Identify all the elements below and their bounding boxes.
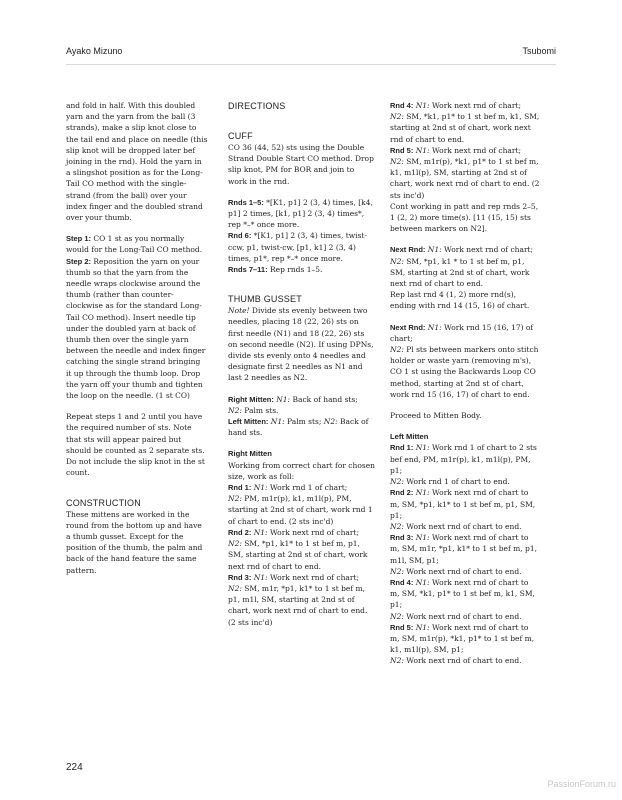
rnd-text: Work next rnd of chart to m, SM, *k1, p1* to 1 st bef m, k1, SM, p1; [390, 577, 535, 610]
rnd-text: Work next rnd of chart; [267, 572, 360, 582]
rep-last-rnd: Rep last rnd 4 (1, 2) more rnd(s), ending with rnd 14 (15, 16) of chart. [390, 290, 530, 311]
rnd-label: Rnd 4: [390, 101, 414, 110]
n1-label: N1: [251, 483, 268, 493]
repeat-paragraph: Repeat steps 1 and 2 until you have the required number of sts. Note that sts will appear paired but should be counted as 2 separate sts. Do not include the slip knot in the st count. [66, 412, 205, 478]
right-mitten-intro: Working from correct chart for chosen size, work as foll: [228, 460, 375, 481]
rnd-label: Rnd 1: [390, 443, 414, 453]
n2-label: N2: [390, 345, 404, 355]
header-rule [66, 64, 556, 65]
right-mitten-needles [228, 394, 375, 416]
rnd-text: Pl sts between markers onto stitch holder or waste yarn (removing m's), CO 1 st using the Backwards Loop CO method, starting at 2nd st of chart, work rnd 15 (16, 17) of chart to end. [390, 345, 539, 399]
needle-text: Back of hand sts. [228, 417, 369, 438]
n2-label: N2: [390, 256, 404, 266]
n1-label: N1: [413, 488, 430, 498]
note-text: Divide sts evenly between two needles, placing 18 (22, 26) sts on first needle (N1) and 18 (22, 26) sts on second needle (N2). If using DPNs, divide sts evenly onto 4 needles and designate first 2 needles as N1 and last 2 needles as N2. [228, 306, 374, 383]
left-mitten-needles [228, 416, 375, 438]
rnd-6-label: Rnd 6: [228, 231, 252, 241]
rnd-label: Rnd 2: [228, 527, 252, 537]
running-header-title: Tsubomi [522, 46, 556, 56]
right-rnd-3 [228, 572, 375, 628]
step-2-label: Step 2: [66, 256, 92, 266]
rnd-text: Work next rnd of chart to m, SM, *p1, k1* to 1 st bef m, p1, SM, p1; [390, 488, 536, 520]
rnd-text: Work rnd 15 (16, 17) of chart; [390, 322, 534, 343]
note-paragraph [228, 305, 375, 383]
rnd-text: Work next rnd of chart to end. [403, 521, 522, 531]
column-3 [390, 100, 540, 667]
n1-label: N1: [268, 417, 285, 427]
construction-paragraph: These mittens are worked in the round from the bottom up and have a thumb gusset. Except for the position of the thumb, the palm and back of the hand feature the same pattern. [66, 509, 203, 575]
rnds-7-11-text: Rep rnds 1–5. [267, 265, 323, 275]
left-rnd-3 [390, 532, 540, 577]
n1-label: N1: [413, 533, 430, 543]
needle-text: Palm sts; [284, 417, 322, 427]
left-rnd-4 [390, 577, 540, 622]
rnd-text: Work next rnd of chart; [429, 145, 522, 155]
rnd-label: Rnd 3: [390, 533, 414, 543]
step-1-label: Step 1: [66, 234, 92, 244]
rnd-text: PM, m1r(p), k1, m1l(p), PM, starting at 2nd st of chart, work rnd 1 of chart to end. (2 sts inc'd) [228, 494, 373, 526]
rnd-label: Rnd 5: [390, 622, 414, 632]
needle-text: Palm sts. [241, 405, 279, 415]
directions-heading: DIRECTIONS [228, 101, 286, 111]
n2-label: N2: [390, 611, 404, 621]
rnd-label: Rnd 4: [390, 577, 414, 587]
cuff-heading: CUFF [228, 131, 253, 141]
rnd-text: SM, m1r(p), *k1, p1* to 1 st bef m, k1, m1l(p), SM, starting at 2nd st of chart, work next rnd of chart to end. (2 sts inc'd) [390, 157, 540, 200]
step-2-text: Reposition the yarn on your thumb so that the yarn from the needle wraps clockwise around the thumb (rather than counter-clockwise as for the standard Long-Tail CO method). Insert needle tip under the doubled yarn at back of thumb then over the single yarn between the needle and index finger catching the single strand bringing it up through the thumb loop. Drop the yarn off your thumb and tighten the loop on the needle. (1 st CO) [66, 256, 206, 401]
left-mitten-label: Left Mitten: [228, 417, 269, 427]
rnd-label: Next Rnd: [390, 245, 426, 255]
rnds-1-5-text: *[K1, p1] 2 (3, 4) times, [k4, p1] 2 times, [k1, p1] 2 (3, 4) times*, rep *–* once more. [228, 197, 373, 230]
rnd-text: Work next rnd of chart to end. [403, 656, 522, 666]
n2-label: N2: [228, 494, 242, 504]
n2-label: N2: [390, 566, 404, 576]
right-rnd-4 [390, 100, 540, 145]
rnd-text: SM, *p1, k1 * to 1 st bef m, p1, SM, starting at 2nd st of chart, work next rnd of chart to end. [390, 256, 530, 289]
rnd-text: Work rnd 1 of chart; [267, 483, 348, 493]
left-mitten-heading: Left Mitten [390, 432, 429, 442]
page-number: 224 [66, 762, 83, 773]
n2-label: N2: [390, 656, 404, 666]
rnd-text: Work next rnd of chart to end. [403, 566, 522, 576]
rnd-text: Work rnd 1 of chart to 2 sts bef end, PM, m1r(p), k1, m1l(p), PM, p1; [390, 443, 537, 475]
n1-label: N1: [413, 101, 430, 110]
continue-paragraph: Cont working in patt and rep rnds 2–5, 1 (2, 2) more time(s). [11 (15, 15) sts between markers on N2]. [390, 201, 539, 234]
left-rnd-5 [390, 622, 540, 667]
needle-text: Back of hand sts; [290, 394, 358, 404]
n1-label: N1: [425, 245, 442, 255]
next-rnd-2 [390, 322, 540, 400]
column-2 [228, 100, 375, 628]
rnds-7-11-label: Rnds 7–11: [228, 265, 268, 275]
rnd-label: Rnd 3: [228, 572, 252, 582]
rnd-text: SM, *k1, p1* to 1 st bef m, k1, SM, starting at 2nd st of chart, work next rnd of chart to end. [390, 112, 540, 144]
rnd-6 [228, 230, 375, 264]
rnd-text: Work next rnd of chart to m, SM, m1r(p), *k1, p1* to 1 st bef m, k1, m1l(p), SM, p1; [390, 622, 535, 655]
rnd-text: Work next rnd of chart to m, SM, m1r, *p1, k1* to 1 st bef m, p1, m1l, SM, p1; [390, 533, 537, 565]
rnds-1-5 [228, 197, 375, 231]
n1-label: N1: [425, 322, 442, 332]
n2-label: N2: [228, 583, 242, 593]
rnd-text: SM, m1r, *p1, k1* to 1 st bef m, p1, m1l, SM, starting at 2nd st of chart, work next rnd of chart to end. (2 sts inc'd) [228, 583, 368, 627]
rnd-text: Work next rnd of chart; [441, 245, 534, 255]
running-header-author: Ayako Mizuno [66, 46, 123, 56]
step-1-text: CO 1 st as you normally would for the Long-Tail CO method. [66, 234, 203, 255]
rnd-text: Work next rnd of chart to end. [403, 611, 522, 621]
n1-label: N1: [413, 577, 430, 587]
n2-label: N2: [390, 157, 404, 167]
left-rnd-2 [390, 487, 540, 532]
rnd-text: Work next rnd of chart; [429, 101, 522, 110]
rnd-label: Rnd 5: [390, 145, 414, 155]
rnd-6-text: *[K1, p1] 2 (3, 4) times, twist-ccw, p1, twist-cw, [p1, k1] 2 (3, 4) times, p1*, rep *–* once more. [228, 231, 367, 263]
rnds-1-5-label: Rnds 1–5: [228, 197, 264, 207]
right-mitten-label: Right Mitten: [228, 394, 274, 404]
n1-label: N1: [413, 622, 430, 632]
column-1 [66, 100, 208, 576]
step-1 [66, 233, 208, 255]
n1-label: N1: [413, 145, 430, 155]
right-mitten-heading: Right Mitten [228, 449, 272, 459]
construction-heading: CONSTRUCTION [66, 497, 141, 508]
n2-label: N2: [390, 477, 404, 487]
watermark: PassionForum.ru [547, 779, 616, 789]
note-label: Note! [228, 306, 250, 316]
rnd-text: Work rnd 1 of chart to end. [403, 477, 510, 487]
n1-label: N1: [251, 527, 268, 537]
n2-label: N2: [228, 405, 242, 415]
n2-label: N2: [390, 112, 404, 122]
n2-label: N2: [228, 539, 242, 549]
n1-label: N1: [413, 443, 430, 453]
left-rnd-1 [390, 442, 540, 487]
step-2 [66, 256, 208, 402]
intro-paragraph: and fold in half. With this doubled yarn and the yarn from the ball (3 strands), make a slip knot close to the tail end and place on needle (this slip knot will be dropped later bef joining in the rnd). Hold the yarn in a slingshot position as for the Long-Tail CO method with the single-strand (from the ball) over your index finger and the doubled strand over your thumb. [66, 101, 208, 223]
right-rnd-2 [228, 527, 375, 572]
n1-label: N1: [273, 394, 291, 404]
rnd-label: Rnd 2: [390, 488, 414, 498]
rnd-label: Rnd 1: [228, 483, 252, 493]
n2-label: N2: [390, 521, 404, 531]
right-rnd-5 [390, 145, 540, 201]
rnd-text: SM, *p1, k1* to 1 st bef m, p1, SM, starting at 2nd st of chart, work next rnd of chart to end. [228, 539, 368, 571]
rnds-7-11 [228, 264, 375, 275]
rnd-text: Work next rnd of chart; [267, 527, 360, 537]
rnd-label: Next Rnd: [390, 322, 426, 332]
proceed-line: Proceed to Mitten Body. [390, 411, 482, 421]
right-rnd-1 [228, 482, 375, 527]
n2-label: N2: [321, 417, 338, 427]
n1-label: N1: [251, 572, 268, 582]
next-rnd-1 [390, 244, 540, 289]
thumb-gusset-heading: THUMB GUSSET [228, 294, 302, 305]
cuff-paragraph: CO 36 (44, 52) sts using the Double Strand Double Start CO method. Drop slip knot, PM for BOR and join to work in the rnd. [228, 143, 374, 186]
